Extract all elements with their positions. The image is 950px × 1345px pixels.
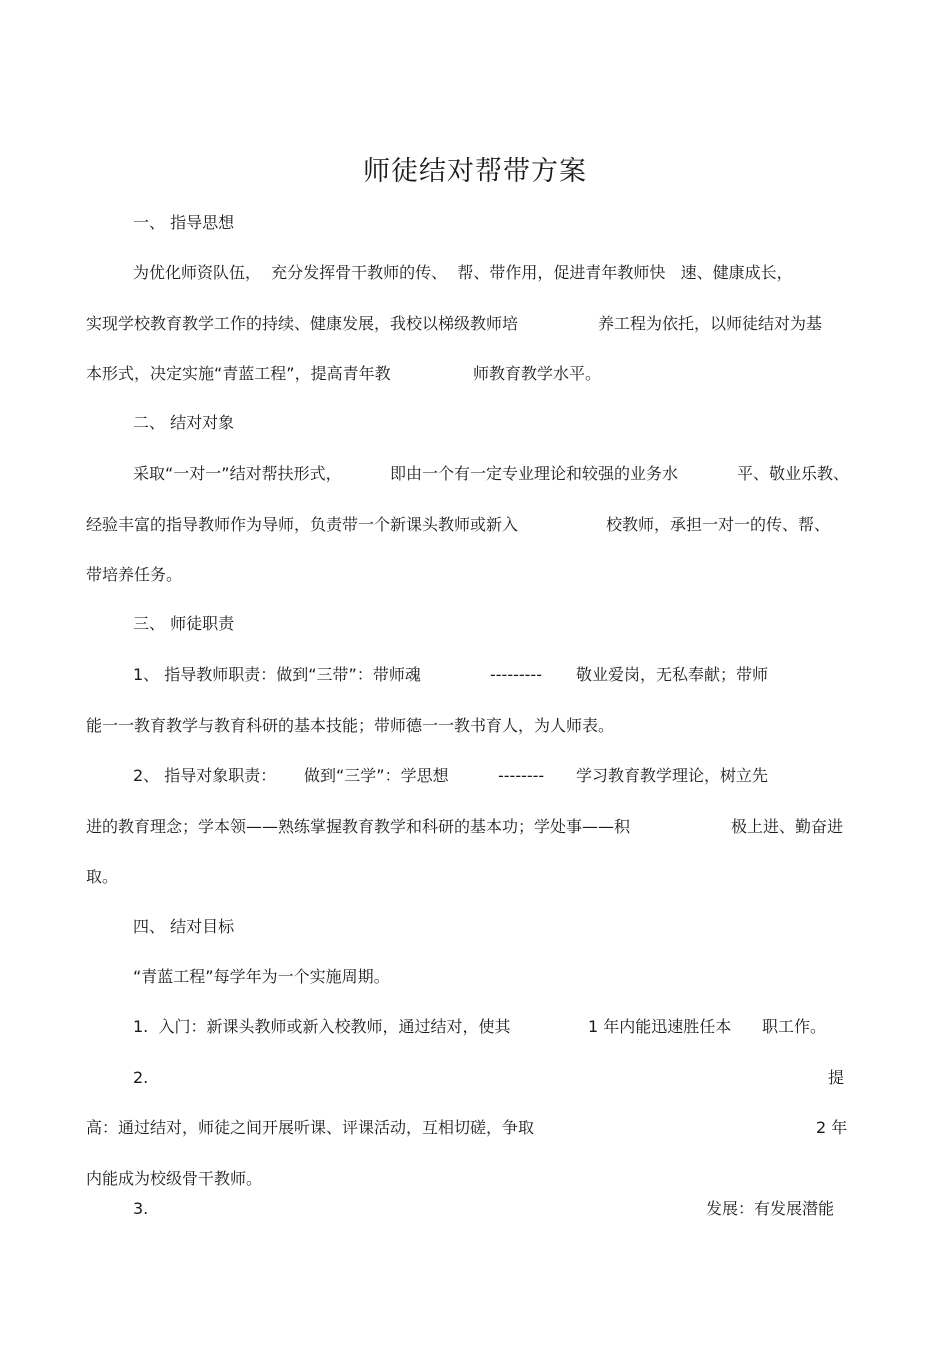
paragraph-line: 本形式，决定实施“青蓝工程”，提高青年教: [86, 364, 391, 383]
list-item-line: 进的教育理念；学本领——熟练掌握教育教学和科研的基本功；学处事——积: [86, 817, 631, 836]
section-heading-duties: 三、 师徒职责: [133, 614, 235, 633]
goal-line: 1 年内能迅速胜任本: [588, 1017, 732, 1036]
list-item-line: 学习教育教学理论，树立先: [576, 766, 769, 785]
list-item-line: 做到“三学”：学思想: [304, 766, 449, 785]
paragraph-line: 即由一个有一定专业理论和较强的业务水: [390, 464, 679, 483]
list-item-line: 敬业爱岗，无私奉献；带师: [576, 665, 769, 684]
list-item-line: 2、 指导对象职责：: [133, 766, 277, 785]
section-heading-pairing-target: 二、 结对对象: [133, 413, 235, 432]
list-item-line: 能一一教育教学与教育科研的基本技能；带师德一一教书育人，为人师表。: [86, 716, 615, 735]
goal-line: 提: [828, 1068, 845, 1087]
list-item-line: 取。: [86, 867, 119, 886]
paragraph-line: 养工程为依托，以师徒结对为基: [598, 314, 823, 333]
dash-separator: --------: [498, 766, 545, 785]
paragraph-line: 经验丰富的指导教师作为导师，负责带一个新课头教师或新入: [86, 515, 519, 534]
dash-separator: ---------: [490, 665, 542, 684]
goal-line: 内能成为校级骨干教师。: [86, 1169, 263, 1188]
goal-line: 2 年: [816, 1118, 848, 1137]
goal-line: 高：通过结对，师徒之间开展听课、评课活动，互相切磋，争取: [86, 1118, 535, 1137]
paragraph-line: 平、敬业乐教、: [737, 464, 850, 483]
paragraph-line: 采取“一对一”结对帮扶形式，: [133, 464, 342, 483]
section-heading-goals: 四、 结对目标: [133, 917, 235, 936]
paragraph-line: 师教育教学水平。: [473, 364, 602, 383]
goal-line: 1. 入门：新课头教师或新入校教师，通过结对，使其: [133, 1017, 511, 1036]
goal-number: 2.: [133, 1068, 149, 1087]
paragraph-line: 带培养任务。: [86, 565, 183, 584]
list-item-line: 1、 指导教师职责：做到“三带”：带师魂: [133, 665, 421, 684]
goal-line: 职工作。: [762, 1017, 827, 1036]
paragraph-line: “青蓝工程”每学年为一个实施周期。: [133, 967, 390, 986]
paragraph-line: 为优化师资队伍， 充分发挥骨干教师的传、 帮、带作用，促进青年教师快 速、健康成长，: [133, 263, 793, 282]
paragraph-line: 实现学校教育教学工作的持续、健康发展，我校以梯级教师培: [86, 314, 519, 333]
page-title: 师徒结对帮带方案: [363, 156, 587, 187]
goal-number: 3.: [133, 1199, 149, 1218]
section-heading-guiding-thought: 一、 指导思想: [133, 213, 235, 232]
list-item-line: 极上进、勤奋进: [731, 817, 844, 836]
goal-line: 发展：有发展潜能: [706, 1199, 835, 1218]
paragraph-line: 校教师，承担一对一的传、帮、: [606, 515, 831, 534]
